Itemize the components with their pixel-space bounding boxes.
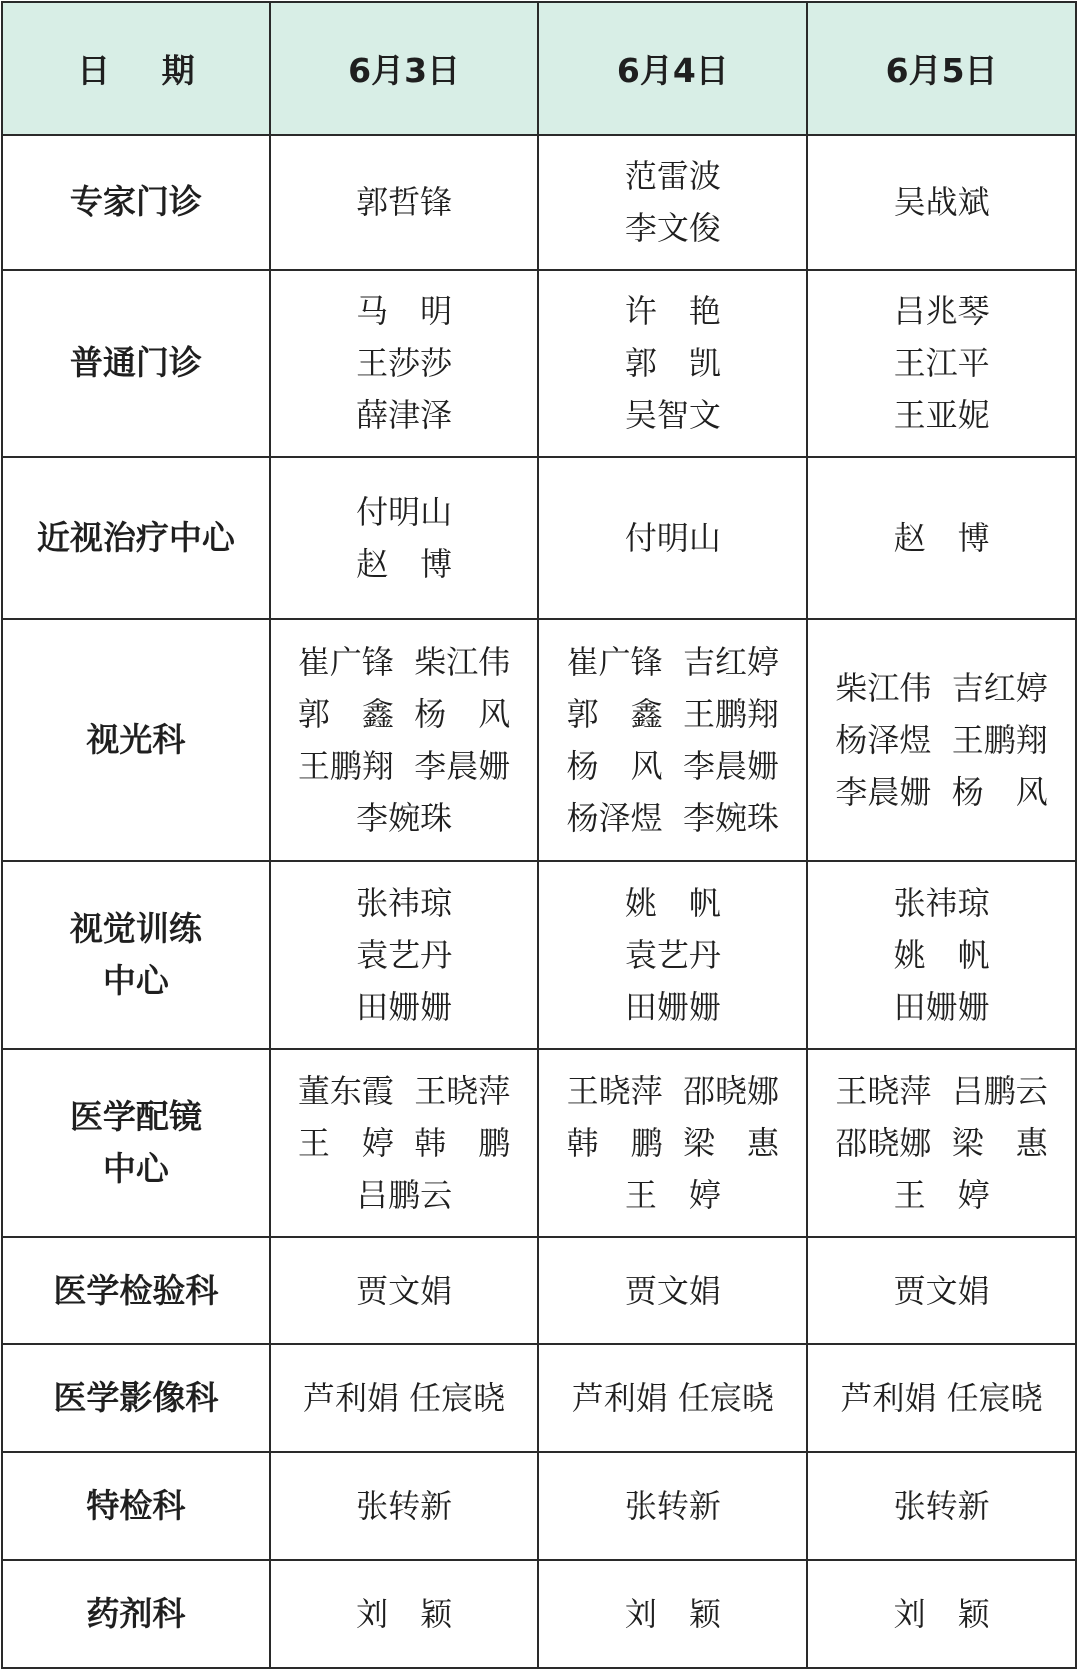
staff-cell [807,135,1076,270]
staff-cell [538,1344,807,1452]
staff-cell [538,861,807,1049]
staff-cell [807,1560,1076,1668]
staff-names: 李文俊 [624,209,721,248]
staff-names: 马 明 [356,292,453,331]
staff-cell [270,457,539,618]
staff-names: 贾文娟 [893,1271,990,1310]
department-name: 视光科 [86,719,186,759]
staff-names: 姚 帆 [893,935,990,974]
department-name: 医学检验科 [53,1270,219,1310]
staff-cell [807,457,1076,618]
staff-names: 刘 颖 [624,1595,721,1634]
staff-cell [538,270,807,458]
staff-names: 王 婷 韩 鹏 [297,1123,511,1162]
department-row [2,135,1076,270]
staff-cell [538,135,807,270]
staff-cell [538,1452,807,1560]
staff-names: 王江平 [893,344,990,383]
staff-names: 吴智文 [624,396,721,435]
header-row [2,2,1076,135]
staff-cell [270,1560,539,1668]
department-row [2,1452,1076,1560]
staff-names: 王亚妮 [893,396,990,435]
department-name: 药剂科 [86,1594,186,1634]
staff-names: 袁艺丹 [356,935,453,974]
staff-cell [270,619,539,861]
staff-names: 刘 颖 [893,1595,990,1634]
department-row [2,1560,1076,1668]
staff-cell [270,1452,539,1560]
department-row [2,1049,1076,1237]
staff-names: 芦利娟 任宸晓 [302,1379,506,1418]
department-name: 中心 [102,960,169,1000]
staff-cell [538,1049,807,1237]
staff-names: 芦利娟 任宸晓 [840,1379,1043,1418]
staff-names: 薛津泽 [356,396,453,435]
staff-names: 刘 颖 [356,1595,453,1634]
staff-names: 杨泽煜 李婉珠 [566,798,779,837]
department-cell [2,270,270,458]
staff-cell [270,1049,539,1237]
staff-names: 许 艳 [624,292,721,331]
department-cell [2,457,270,618]
staff-cell [270,1344,539,1452]
staff-names: 赵 博 [893,518,990,557]
staff-names: 吕鹏云 [356,1175,453,1214]
department-name: 医学配镜 [69,1096,202,1136]
staff-names: 芦利娟 任宸晓 [571,1379,774,1418]
staff-cell [807,619,1076,861]
staff-names: 郭 鑫 杨 风 [297,694,511,733]
staff-cell [270,135,539,270]
department-cell [2,861,270,1049]
department-name: 视觉训练 [69,908,202,948]
day-header-label: 6月4日 [616,51,729,90]
staff-names: 郭 鑫 王鹏翔 [566,694,779,733]
staff-names: 郭哲锋 [356,183,453,222]
staff-names: 王晓萍 邵晓娜 [566,1071,779,1110]
staff-names: 贾文娟 [624,1271,721,1310]
department-row [2,457,1076,618]
day-header-cell [807,2,1076,135]
staff-names: 贾文娟 [356,1271,453,1310]
department-name: 特检科 [86,1486,186,1526]
department-row [2,1237,1076,1345]
staff-cell [807,861,1076,1049]
staff-names: 姚 帆 [624,883,721,922]
staff-names: 吕兆琴 [893,292,990,331]
staff-cell [807,1344,1076,1452]
staff-names: 王 婷 [893,1175,990,1214]
department-name: 中心 [102,1148,169,1188]
staff-names: 袁艺丹 [624,935,721,974]
staff-cell [270,1237,539,1345]
staff-names: 王莎莎 [356,344,453,383]
staff-names: 杨泽煜 王鹏翔 [835,720,1048,759]
schedule-body [2,135,1076,1668]
department-name: 专家门诊 [69,182,202,222]
staff-names: 付明山 [624,518,721,557]
department-cell [2,135,270,270]
department-cell [2,1344,270,1452]
staff-names: 张转新 [624,1487,721,1526]
staff-names: 田姗姗 [893,987,990,1026]
staff-names: 韩 鹏 梁 惠 [566,1123,779,1162]
day-header-label: 6月3日 [348,51,461,90]
date-header-label: 日 期 [77,51,215,90]
department-cell [2,1049,270,1237]
staff-names: 李婉珠 [356,798,453,837]
department-name: 医学影像科 [53,1378,219,1418]
day-header-label: 6月5日 [885,51,998,90]
staff-names: 王晓萍 吕鹏云 [835,1071,1048,1110]
department-name: 普通门诊 [69,343,202,383]
staff-names: 张转新 [893,1487,990,1526]
staff-names: 王 婷 [624,1175,721,1214]
department-row [2,270,1076,458]
department-cell [2,1452,270,1560]
staff-names: 李晨姗 杨 风 [835,772,1048,811]
staff-names: 崔广锋 吉红婷 [566,642,779,681]
staff-names: 崔广锋 柴江伟 [297,642,511,681]
staff-names: 赵 博 [356,544,453,583]
department-row [2,1344,1076,1452]
staff-cell [807,270,1076,458]
day-header-cell [538,2,807,135]
day-header-cell [270,2,539,135]
staff-names: 董东霞 王晓萍 [297,1071,511,1110]
department-name: 近视治疗中心 [36,517,235,557]
staff-names: 田姗姗 [356,987,453,1026]
staff-cell [270,861,539,1049]
staff-names: 张转新 [356,1487,453,1526]
department-cell [2,1560,270,1668]
department-row [2,619,1076,861]
staff-cell [538,1560,807,1668]
staff-cell [538,1237,807,1345]
staff-cell [807,1452,1076,1560]
staff-names: 田姗姗 [624,987,721,1026]
staff-names: 邵晓娜 梁 惠 [835,1123,1048,1162]
staff-names: 杨 风 李晨姗 [566,746,779,785]
staff-cell [807,1237,1076,1345]
department-row [2,861,1076,1049]
date-header-cell [2,2,270,135]
department-cell [2,1237,270,1345]
staff-names: 范雷波 [624,157,721,196]
staff-names: 张祎琼 [893,883,990,922]
staff-names: 王鹏翔 李晨姗 [297,746,511,785]
staff-cell [807,1049,1076,1237]
staff-names: 郭 凯 [624,344,721,383]
department-cell [2,619,270,861]
staff-names: 付明山 [356,492,453,531]
staff-cell [538,457,807,618]
staff-cell [270,270,539,458]
staff-names: 张祎琼 [356,883,453,922]
duty-schedule-table [1,1,1077,1669]
staff-names: 吴战斌 [893,183,990,222]
staff-cell [538,619,807,861]
staff-names: 柴江伟 吉红婷 [835,668,1048,707]
